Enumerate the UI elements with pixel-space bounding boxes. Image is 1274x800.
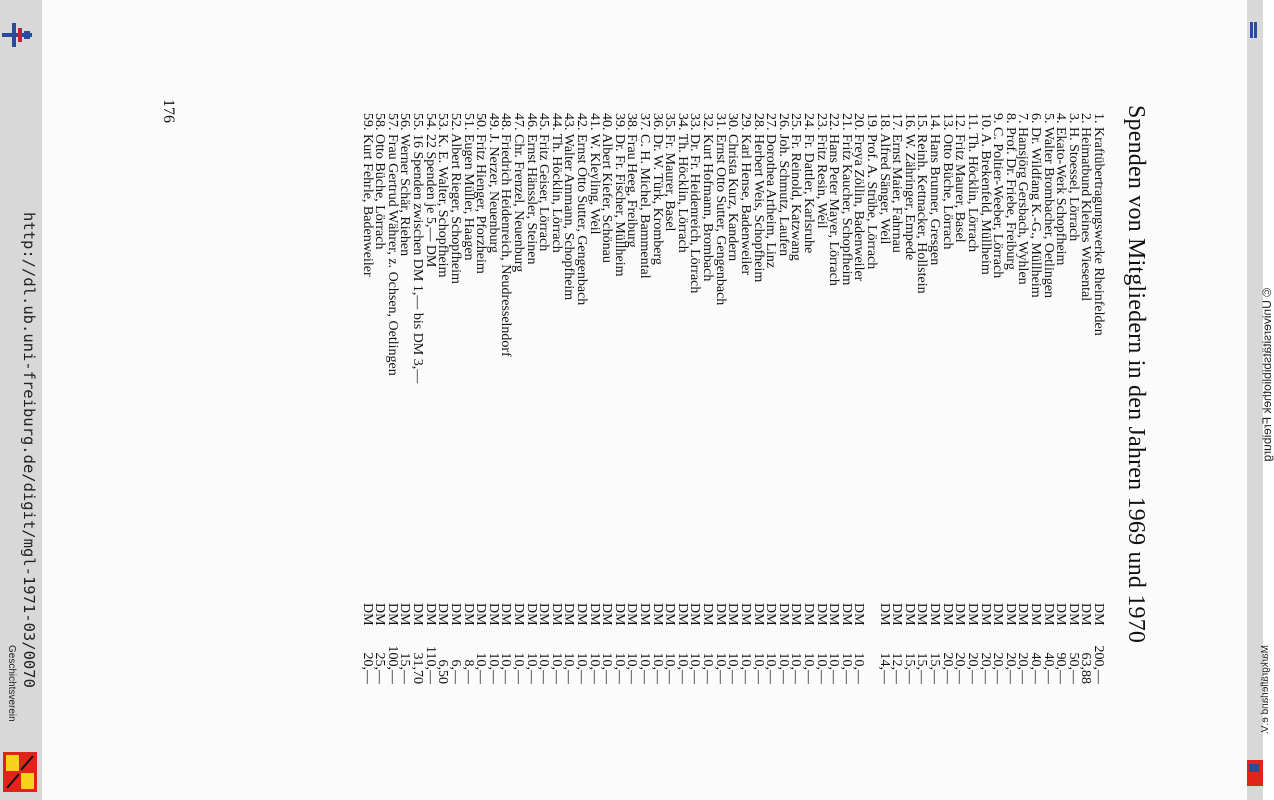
donation-amount: 40,— (1027, 652, 1043, 684)
donation-amount: 10,— (687, 652, 703, 684)
donor-name: 27. Dorothea Artheim, Linz (763, 113, 779, 269)
donation-amount: 14,— (876, 652, 892, 684)
donation-amount: 15,— (901, 652, 917, 684)
donor-name: 33. Dr. Fr. Heidenreich, Lörrach (687, 113, 703, 294)
donation-amount: 20,— (952, 652, 968, 684)
donation-currency: DM (1078, 603, 1094, 626)
donation-currency: DM (637, 603, 653, 626)
donation-amount: 10,— (813, 652, 829, 684)
donation-currency: DM (510, 603, 526, 626)
donation-currency: DM (775, 603, 791, 626)
donor-name: 22. Hans Peter Mayer, Lörrach (826, 113, 842, 286)
donation-amount: 10,— (700, 652, 716, 684)
donation-currency: DM (876, 603, 892, 626)
donation-amount: 20,— (1015, 652, 1031, 684)
donor-name: 34. Th. Höcklin, Lörrach (674, 113, 690, 253)
donor-name: 55. 16 Spenden zwischen DM 1,— bis DM 3,— (410, 113, 426, 384)
donation-amount: 15,— (914, 652, 930, 684)
donor-name: 29. Karl Hense, Badenweiler (737, 113, 753, 276)
donation-currency: DM (725, 603, 741, 626)
donor-name: 51. Eugen Müller, Haagen (460, 113, 476, 261)
donation-amount: 10,— (586, 652, 602, 684)
page-title: Spenden von Mitgliedern in den Jahren 1969 und 1970 (1123, 105, 1149, 644)
donation-currency: DM (498, 603, 514, 626)
donor-name: 23. Fritz Resin, Weil (813, 113, 829, 229)
donation-amount: 10,— (725, 652, 741, 684)
donation-currency: DM (889, 603, 905, 626)
donor-name: 40. Albert Kiefer, Schönau (599, 113, 615, 263)
donation-amount: 15,— (397, 652, 413, 684)
footer-society: Geschichtsverein (6, 645, 17, 722)
donation-currency: DM (964, 603, 980, 626)
donation-currency: DM (574, 603, 590, 626)
donation-amount: 10,— (826, 652, 842, 684)
donor-name: 15. Reinh. Kettnacker, Hollstein (914, 113, 930, 294)
donation-currency: DM (800, 603, 816, 626)
donor-name: 54. 22 Spenden je 5,— DM (422, 113, 438, 268)
donor-name: 43. Walter Ammann, Schopfheim (561, 113, 577, 301)
donation-amount: 10,— (599, 652, 615, 684)
donor-name: 37. C. H. Michel, Bammental (637, 113, 653, 279)
donation-amount: 50,— (1065, 652, 1081, 684)
page-number: 176 (160, 99, 177, 123)
donation-amount: 10,— (800, 652, 816, 684)
donation-amount (864, 632, 877, 684)
donation-currency: DM (662, 603, 678, 626)
donation-amount: 10,— (712, 652, 728, 684)
donation-amount: 6,50 (435, 659, 451, 684)
donation-currency: DM (838, 603, 854, 626)
donation-amount: 20,— (977, 652, 993, 684)
donation-currency: DM (372, 603, 388, 626)
donation-currency: DM (599, 603, 615, 626)
donation-amount: 10,— (624, 652, 640, 684)
donor-name: 7. Hansjörg Gersbach, Wyhlen (1015, 113, 1031, 285)
donation-amount: 200,— (1091, 645, 1106, 684)
donation-currency: DM (1015, 603, 1031, 626)
donor-name: 58. Otto Büche, Lörrach (372, 113, 388, 250)
donation-currency: DM (914, 603, 930, 626)
donation-currency: DM (674, 603, 690, 626)
donor-name: 3. H. Stoessel, Lörrach (1065, 113, 1081, 242)
header-copyright: © Universitätsbibliothek Freiburg (1260, 288, 1274, 462)
donor-name: 36. Dr. W. Türk, Kromberg (649, 113, 665, 265)
donor-name: 8. Prof. Dr. Friebe, Freiburg (1002, 113, 1018, 270)
donation-currency: DM (826, 603, 842, 626)
donation-currency: DM (485, 603, 501, 626)
donation-amount: 20,— (964, 652, 980, 684)
donor-name: 28. Herbert Weis, Schopfheim (750, 113, 766, 283)
donor-name: 32. Kurt Hofmann, Brombach (700, 113, 716, 282)
donor-name: 5. Walter Brombacher, Oetlingen (1040, 113, 1056, 299)
donor-name: 20. Freya Zöllin, Badenweiler (851, 113, 867, 282)
donation-currency: DM (523, 603, 539, 626)
donation-currency: DM (1091, 603, 1106, 626)
donor-name: 49. J. Nerzer, Neuenburg (485, 113, 501, 253)
society-crest-icon-right (1247, 752, 1263, 792)
donation-currency: DM (410, 603, 426, 626)
library-logo-icon (0, 20, 36, 50)
donation-amount: 10,— (775, 652, 791, 684)
library-logo-icon-right (1248, 22, 1258, 38)
donation-amount: 10,— (763, 652, 779, 684)
donation-amount: 10,— (473, 652, 489, 684)
donor-name: 19. Prof. A. Strübe, Lörrach (864, 113, 880, 270)
donation-amount: 100,— (384, 645, 400, 684)
donation-currency: DM (1027, 603, 1043, 626)
donation-amount: 10,— (611, 652, 627, 684)
donation-currency: DM (561, 603, 577, 626)
donor-name: 14. Hans Brunner, Gresgen (927, 113, 943, 266)
donation-amount: 10,— (750, 652, 766, 684)
donation-amount: 25,— (372, 652, 388, 684)
donation-currency: DM (788, 603, 804, 626)
donation-currency: DM (851, 603, 867, 626)
donation-currency: DM (939, 603, 955, 626)
donation-amount: 10,— (548, 652, 564, 684)
donor-name: 13. Otto Büche, Lörrach (939, 113, 955, 250)
donation-currency: DM (1065, 603, 1081, 626)
donation-amount: 10,— (737, 652, 753, 684)
donor-name: 56. Werner Schär, Riehen (397, 113, 413, 257)
donation-amount: 10,— (561, 652, 577, 684)
donation-amount: 40,— (1040, 652, 1056, 684)
footer-url[interactable]: http://dl.ub.uni-freiburg.de/digit/mgl-1971-03/0070 (20, 212, 38, 688)
donation-amount: 10,— (485, 652, 501, 684)
donation-amount: 10,— (788, 652, 804, 684)
amount-column (360, 632, 1104, 684)
donation-currency: DM (927, 603, 943, 626)
donor-name: 9. C. Poltier-Weeber, Lörrach (990, 113, 1006, 279)
donor-name: 6. Dr. Wildfang K.-G., Müllheim (1027, 113, 1043, 298)
donation-currency: DM (712, 603, 728, 626)
donation-currency: DM (536, 603, 552, 626)
donation-amount: 10,— (510, 652, 526, 684)
donor-name: 53. K. E. Walter, Schopfheim (435, 113, 451, 278)
donation-currency: DM (473, 603, 489, 626)
donor-name: 10. A. Brekenfeld, Müllheim (977, 113, 993, 275)
donor-name: 17. Ernst Maier, Fahrnau (889, 113, 905, 253)
donation-amount: 15,— (927, 652, 943, 684)
donor-name: 21. Fritz Kaucher, Schopfheim (838, 113, 854, 286)
donor-name: 18. Alfred Sänger, Weil (876, 113, 892, 245)
donation-currency: DM (687, 603, 703, 626)
donation-amount: 63,88 (1078, 652, 1094, 684)
donation-currency: DM (611, 603, 627, 626)
currency-column (360, 603, 1104, 626)
donation-amount: 8,— (460, 659, 476, 684)
donor-name: 38. Frau Heeg, Freiburg (624, 113, 640, 248)
donation-currency: DM (548, 603, 564, 626)
donation-currency: DM (422, 603, 438, 626)
donor-name: 12. Fritz Maurer, Basel (952, 113, 968, 243)
donation-currency: DM (990, 603, 1006, 626)
donor-name: 59. Kurt Fehrle, Badenweiler (359, 113, 375, 277)
donor-name: 48. Friedrich Heidenreich, Neudresselndorf (498, 113, 514, 357)
donation-currency: DM (384, 603, 400, 626)
donation-amount: 20,— (359, 652, 375, 684)
donation-currency (864, 603, 877, 626)
donation-currency: DM (763, 603, 779, 626)
donor-name: 50. Fritz Hienger, Pforzheim (473, 113, 489, 274)
donation-amount: 110,— (422, 646, 438, 684)
donation-currency: DM (737, 603, 753, 626)
donor-name: 52. Albert Rieger, Schopfheim (447, 113, 463, 284)
donor-name: 47. Chr. Frenzel, Neuenburg (510, 113, 526, 273)
donation-currency: DM (977, 603, 993, 626)
donor-name: 39. Dr. Fr. Fischer, Müllheim (611, 113, 627, 277)
donation-amount: 10,— (851, 652, 867, 684)
donation-currency: DM (435, 603, 451, 626)
donation-currency: DM (1053, 603, 1069, 626)
donation-currency: DM (586, 603, 602, 626)
donor-name: 2. Heimatbund Kleines Wiesental (1078, 113, 1094, 302)
donation-amount: 20,— (939, 652, 955, 684)
donation-currency: DM (649, 603, 665, 626)
donation-currency: DM (952, 603, 968, 626)
donation-amount: 10,— (498, 652, 514, 684)
donation-amount: 10,— (574, 652, 590, 684)
donor-name-column (360, 113, 1104, 383)
donation-currency: DM (750, 603, 766, 626)
donation-amount: 10,— (637, 652, 653, 684)
donor-name: 24. Fr. Dattler, Karlsruhe (800, 113, 816, 254)
donor-name: 45. Fritz Geiser, Lörrach (536, 113, 552, 252)
donation-amount: 20,— (1002, 652, 1018, 684)
donor-name: 57. Frau Gertrud Währer, z. Ochsen, Oetlingen (384, 113, 400, 376)
donation-amount: 31,70 (410, 652, 426, 684)
donation-currency: DM (460, 603, 476, 626)
donation-amount: 6,— (447, 659, 463, 684)
donor-name: 44. Th. Höcklin, Lörrach (548, 113, 564, 253)
donation-currency: DM (813, 603, 829, 626)
donation-amount: 12,— (889, 652, 905, 684)
header-rights: Markgräflerland e.V. (1260, 645, 1271, 735)
donation-amount: 10,— (523, 652, 539, 684)
donation-currency: DM (359, 603, 375, 626)
donation-amount: 90,— (1053, 652, 1069, 684)
donation-amount: 20,— (990, 652, 1006, 684)
donor-name: 1. Kraftübertragungswerke Rheinfelden (1091, 113, 1106, 336)
donation-currency: DM (624, 603, 640, 626)
donation-amount: 10,— (674, 652, 690, 684)
donor-name: 26. Joh. Schmutz, Laufen (775, 113, 791, 257)
donation-amount: 10,— (662, 652, 678, 684)
donation-currency: DM (447, 603, 463, 626)
donation-amount: 10,— (536, 652, 552, 684)
donation-amount: 10,— (838, 652, 854, 684)
donor-name: 41. W. Kleyling, Weil (586, 113, 602, 235)
donor-name: 4. Ekato-Werk Schopfheim (1053, 113, 1069, 266)
donor-name: 42. Ernst Otto Sutter, Gengenbach (574, 113, 590, 306)
donor-name: 25. Fr. Reinold, Katzwang (788, 113, 804, 261)
donation-amount: 10,— (649, 652, 665, 684)
donation-currency: DM (397, 603, 413, 626)
donor-name: 16. W. Zähringer, Empede (901, 113, 917, 261)
donation-currency: DM (1040, 603, 1056, 626)
donor-name: 31. Ernst Otto Sutter, Gengenbach (712, 113, 728, 306)
donor-name: 35. Fr. Maurer, Basel (662, 113, 678, 232)
society-crest-icon (3, 752, 37, 792)
donation-currency: DM (1002, 603, 1018, 626)
donation-currency: DM (901, 603, 917, 626)
donation-currency: DM (700, 603, 716, 626)
donor-name: 11. Th. Höcklin, Lörrach (964, 113, 980, 253)
donor-name: 46. Ernst Hänssler, Steinen (523, 113, 539, 265)
donor-name: 30. Christa Kurz, Kandern (725, 113, 741, 262)
